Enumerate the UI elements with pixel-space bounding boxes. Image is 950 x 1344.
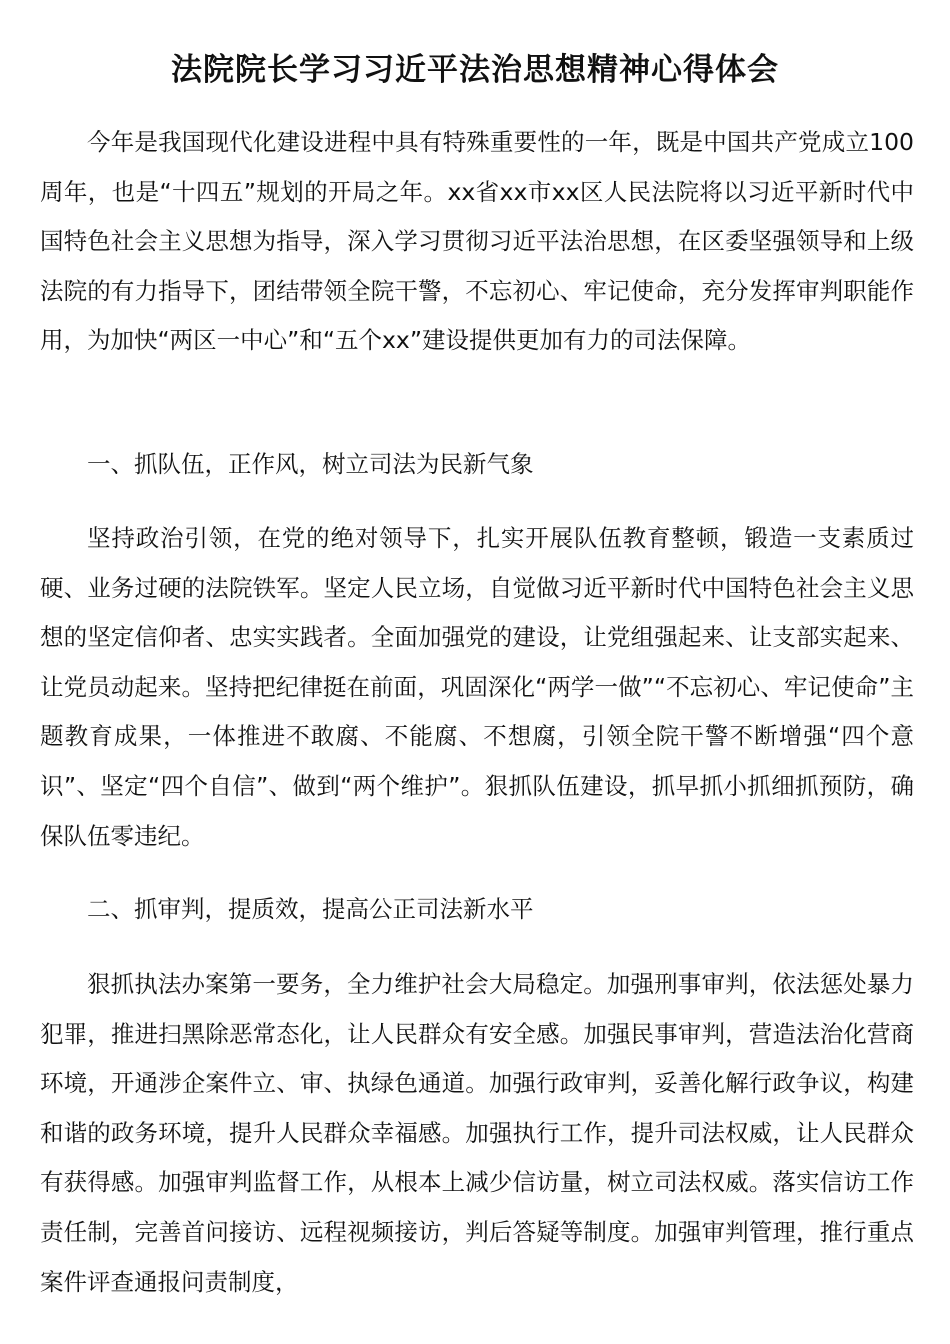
document-title: 法院院长学习习近平法治思想精神心得体会	[171, 52, 779, 88]
paragraph-intro: 今年是我国现代化建设进程中具有特殊重要性的一年，既是中国共产党成立100周年，也是“十四五”规划的开局之年。xx省xx市xx区人民法院将以习近平新时代中国特色社会主义思想为指导，深入学习贯彻习近平法治思想，在区委坚强领导和上级法院的有力指导下，团结带领全院干警，不忘初心、牢记使命，充分发挥审判职能作用，为加快“两区一中心”和“五个xx”建设提供更加有力的司法保障。	[40, 128, 914, 355]
section-heading-2: 二、抓审判，提质效，提高公正司法新水平	[87, 895, 534, 923]
paragraph-section-1: 坚持政治引领，在党的绝对领导下，扎实开展队伍教育整顿，锻造一支素质过硬、业务过硬的法院铁军。坚定人民立场，自觉做习近平新时代中国特色社会主义思想的坚定信仰者、忠实实践者。全面加强党的建设，让党组强起来、让支部实起来、让党员动起来。坚持把纪律挺在前面，巩固深化“两学一做”“不忘初心、牢记使命”主题教育成果，一体推进不敢腐、不能腐、不想腐，引领全院干警不断增强“四个意识”、坚定“四个自信”、做到“两个维护”。狠抓队伍建设，抓早抓小抓细抓预防，确保队伍零违纪。	[40, 524, 914, 850]
section-heading-1: 一、抓队伍，正作风，树立司法为民新气象	[87, 450, 534, 478]
paragraph-section-2: 狠抓执法办案第一要务，全力维护社会大局稳定。加强刑事审判，依法惩处暴力犯罪，推进扫黑除恶常态化，让人民群众有安全感。加强民事审判，营造法治化营商环境，开通涉企案件立、审、执绿色通道。加强行政审判，妥善化解行政争议，构建和谐的政务环境，提升人民群众幸福感。加强执行工作，提升司法权威，让人民群众有获得感。加强审判监督工作，从根本上减少信访量，树立司法权威。落实信访工作责任制，完善首问接访、远程视频接访，判后答疑等制度。加强审判管理，推行重点案件评查通报问责制度，	[40, 970, 914, 1296]
